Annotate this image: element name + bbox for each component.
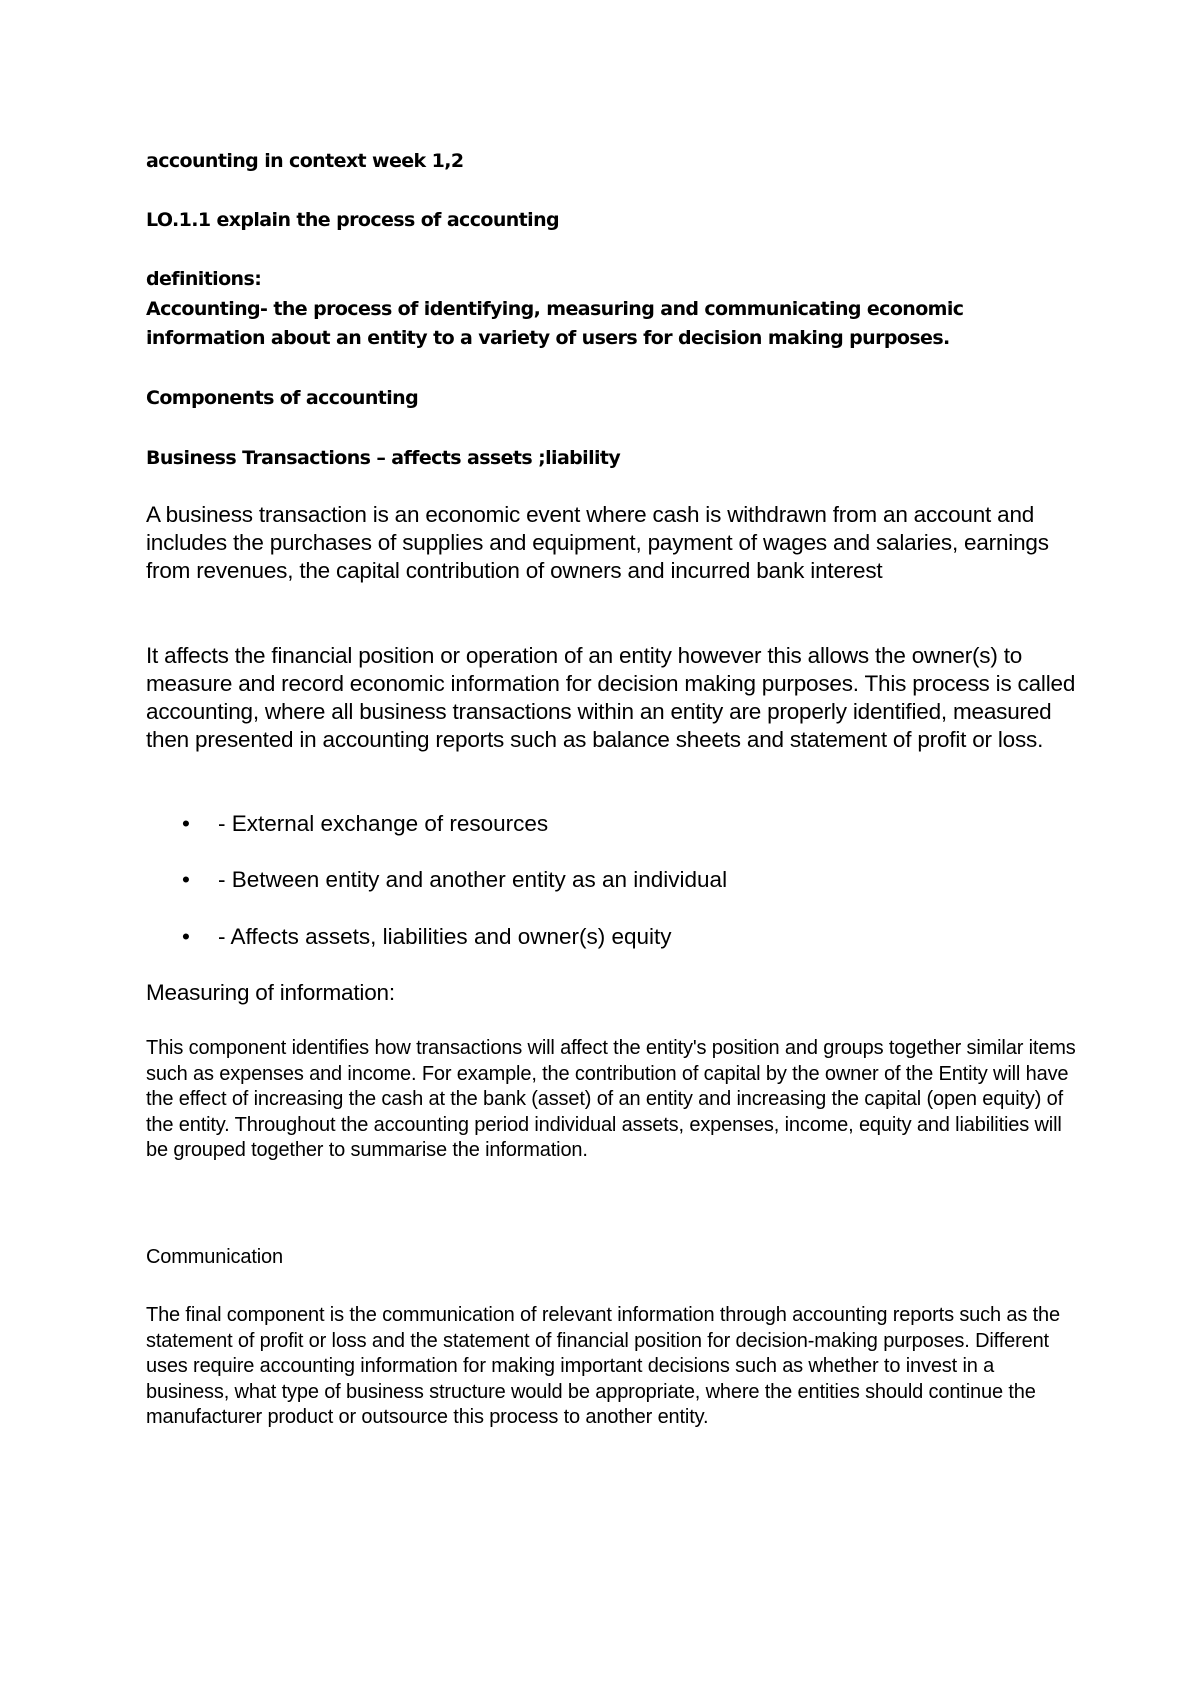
list-item-text: - Affects assets, liabilities and owner(s) equity xyxy=(218,924,672,949)
measuring-heading: Measuring of information: xyxy=(146,980,395,1005)
communication-paragraph: The final component is the communication of relevant information through accounting reports such as the statement of profit or loss and the statement of financial position for decision-making purposes. Different uses require accounting information for making important decisions such as whether to invest in a business, what type of business structure would be appropriate, where the entities should continue the manufacturer product or outsource this process to another entity. xyxy=(146,1304,1060,1429)
accounting-definition: Accounting- the process of identifying, measuring and communicating economic information about an entity to a variety of users for decision making purposes. xyxy=(146,298,964,349)
bullet-icon: • xyxy=(182,924,190,949)
business-transaction-paragraph: A business transaction is an economic event where cash is withdrawn from an account and includes the purchases of supplies and equipment, payment of wages and salaries, earnings from revenues, the capital contribution of owners and incurred bank interest xyxy=(146,502,1049,583)
learning-outcome: LO.1.1 explain the process of accounting xyxy=(146,209,560,231)
list-item-text: - Between entity and another entity as an individual xyxy=(218,867,728,892)
communication-heading: Communication xyxy=(146,1246,283,1268)
list-item-text: - External exchange of resources xyxy=(218,811,549,836)
measuring-paragraph: This component identifies how transactions will affect the entity's position and groups together similar items such as expenses and income. For example, the contribution of capital by the owner of the Entity will have the effect of increasing the cash at the bank (asset) of an entity and increasing the capital (open equity) of the entity. Throughout the accounting period individual assets, expenses, income, equity and liabilities will be grouped together to summarise the information. xyxy=(146,1037,1076,1162)
business-transactions-heading: Business Transactions – affects assets ;liability xyxy=(146,447,621,469)
bullet-icon: • xyxy=(182,867,190,892)
affects-paragraph: It affects the financial position or operation of an entity however this allows the owner(s) to measure and record economic information for decision making purposes. This process is called accounting, where all business transactions within an entity are properly identified, measured then presented in accounting reports such as balance sheets and statement of profit or loss. xyxy=(146,643,1076,752)
definitions-label: definitions: xyxy=(146,268,262,290)
components-heading: Components of accounting xyxy=(146,387,419,409)
bullet-list xyxy=(146,810,1076,970)
document-title: accounting in context week 1,2 xyxy=(146,150,464,172)
bullet-icon: • xyxy=(182,811,190,836)
